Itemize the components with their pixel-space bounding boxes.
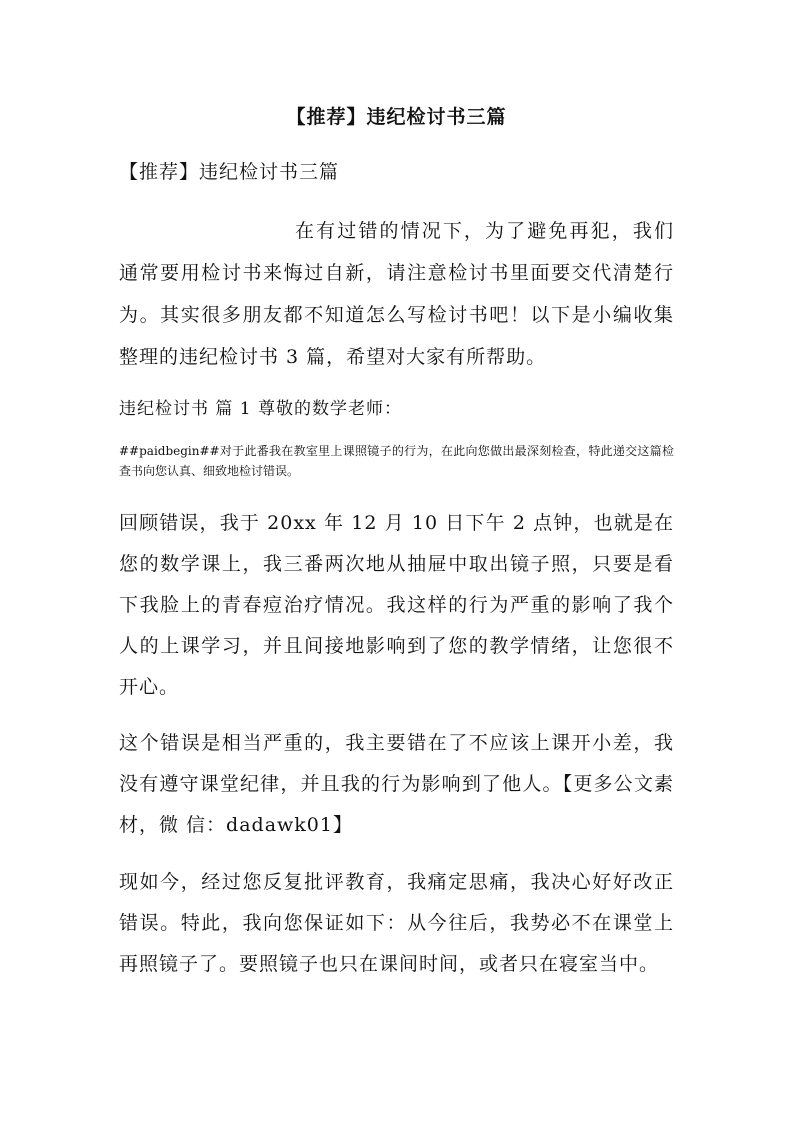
document-title: 【推荐】违纪检讨书三篇 [286,106,507,128]
body-paragraph-1: 回顾错误，我于 20xx 年 12 月 10 日下午 2 点钟，也就是在您的数学课上，我三番两次地从抽屉中取出镜子照，只要是看下我脸上的青春痘治疗情况。我这样的行为严重的影响了我个人的上课学习，并且间接地影响到了您的教学情绪，让您很不开心。 [119,512,674,698]
section-heading: 违纪检讨书 篇 1 尊敬的数学老师： [119,399,403,419]
intro-paragraph: 在有过错的情况下，为了避免再犯，我们通常要用检讨书来悔过自新，请注意检讨书里面要交代清楚行为。其实很多朋友都不知道怎么写检讨书吧！以下是小编收集整理的违纪检讨书 3 篇，希望对大家有所帮助。 [119,220,674,368]
body-paragraph-3: 现如今，经过您反复批评教育，我痛定思痛，我决心好好改正错误。特此，我向您保证如下：从今往后，我势必不在课堂上再照镜子了。要照镜子也只在课间时间，或者只在寝室当中。 [119,871,674,975]
paid-note-paragraph: ##paidbegin##对于此番我在教室里上课照镜子的行为，在此向您做出最深刻检查，特此递交这篇检查书向您认真、细致地检讨错误。 [119,444,674,478]
body-paragraph-2: 这个错误是相当严重的，我主要错在了不应该上课开小差，我没有遵守课堂纪律，并且我的行为影响到了他人。【更多公文素材，微 信：dadawk01】 [119,732,674,836]
document-subtitle: 【推荐】违纪检讨书三篇 [119,161,340,183]
